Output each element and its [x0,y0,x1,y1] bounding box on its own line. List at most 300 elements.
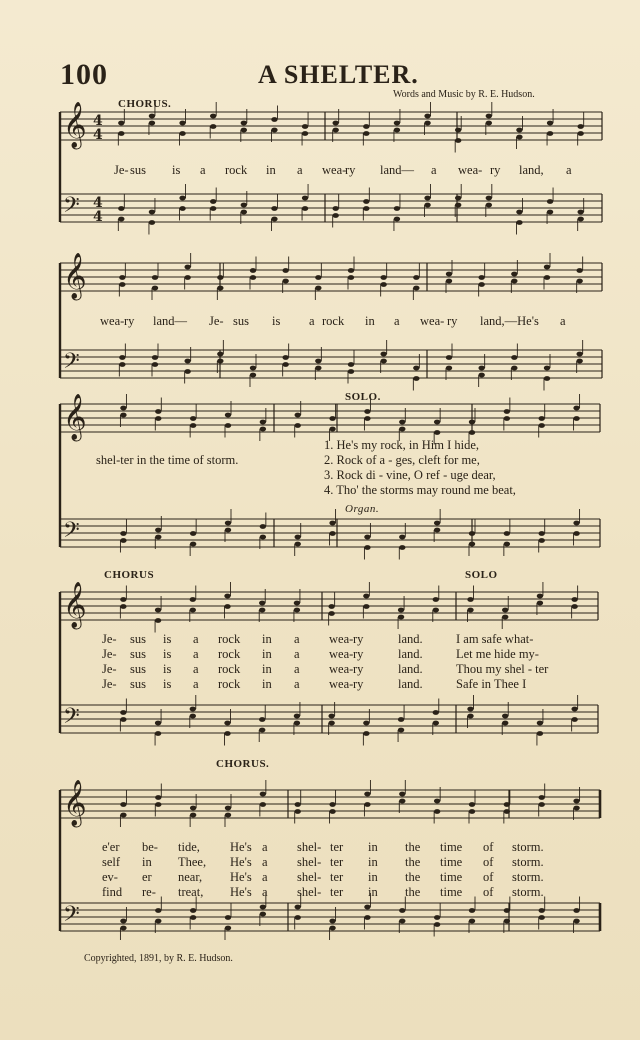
melody-note [260,802,266,807]
lyric-word: time [440,840,463,854]
melody-note [434,809,440,814]
bass-note [576,359,582,364]
bass-note [380,359,386,364]
lyric-word: tide, [178,840,200,854]
lyric-word: ry [353,647,364,661]
bass-note [478,373,484,378]
melody-note [282,279,288,284]
melody-note [573,799,579,804]
bass-note [328,714,334,719]
bass-note [302,196,308,201]
lyric-word: in [365,314,375,328]
lyric-word: a [193,662,199,676]
bass-clef-icon: 𝄢 [63,193,80,223]
melody-note [469,809,475,814]
bass-note [155,908,161,913]
melody-note [433,608,439,613]
lyric-word: rock [322,314,345,328]
bass-note [120,919,126,924]
bass-note [155,919,161,924]
lyric-word: of [483,855,494,869]
bass-note [537,731,543,736]
melody-note [511,279,517,284]
bass-note [294,714,300,719]
lyric-word: shel- [297,855,322,869]
melody-note [295,802,301,807]
melody-note [184,265,190,270]
solo-label-1: SOLO. [345,391,381,403]
bass-note [394,206,400,211]
melody-note [413,286,419,291]
bass-note [260,535,266,540]
melody-note [120,604,126,609]
bass-note [516,210,522,215]
bass-note [332,206,338,211]
melody-note [455,128,461,133]
melody-note [152,286,158,291]
lyric-word: in [368,870,378,884]
melody-note [210,114,216,119]
lyric-word: ry [345,163,356,177]
lyric-word: Thou my shel - ter [456,662,549,676]
melody-note [399,427,405,432]
melody-note [571,597,577,602]
lyric-word: near, [178,870,203,884]
melody-note [413,275,419,280]
bass-note [398,728,404,733]
lyric-word: ter [330,870,344,884]
melody-note [547,121,553,126]
bass-note [118,217,124,222]
bass-note [469,919,475,924]
lyric-word: rock [218,647,241,661]
lyric-word: sus [130,647,146,661]
melody-note [537,594,543,599]
treble-clef-icon: 𝄞 [63,394,87,440]
bass-note [577,217,583,222]
lyric-word: a [294,632,300,646]
melody-note [155,608,161,613]
bass-note [329,521,335,526]
lyric-word: time [440,855,463,869]
lyric-word: wea- [100,314,125,328]
bass-note [577,210,583,215]
bass-note [539,908,545,913]
lyric-word: e'er [102,840,120,854]
lyric-word: in [368,840,378,854]
melody-note [363,131,369,136]
author-credit: Words and Music by R. E. Hudson. [393,89,535,100]
bass-note [190,542,196,547]
melody-note [225,806,231,811]
melody-note [469,420,475,425]
melody-note [332,121,338,126]
melody-note [504,802,510,807]
melody-note [478,282,484,287]
melody-note [241,121,247,126]
bass-note [217,359,223,364]
melody-note [302,131,308,136]
time-signature-treble: 4 [93,113,103,129]
melody-note [302,124,308,129]
melody-note [250,275,256,280]
melody-note [571,604,577,609]
bass-note [120,926,126,931]
lyric-word: re- [142,885,156,899]
bass-note [259,717,265,722]
chorus-label-2: CHORUS [104,569,155,581]
lyric-word: He's [230,855,252,869]
melody-note [155,409,161,414]
lyric-word: land. [398,677,423,691]
lyric-word: the [405,870,421,884]
bass-note [259,728,265,733]
lyric-word: a [193,677,199,691]
lyric-word: ry [353,662,364,676]
lyric-word: Je- [209,314,224,328]
lyric-word: a [566,163,572,177]
bass-note [155,535,161,540]
bass-note [434,922,440,927]
bass-note [120,717,126,722]
bass-note [282,362,288,367]
lyric-word: time [440,885,463,899]
lyric-word: is [163,632,172,646]
melody-note [434,420,440,425]
bass-note [152,362,158,367]
lyric-word: storm. [512,855,544,869]
melody-note [329,809,335,814]
lyric-word: in [266,163,276,177]
bass-note [149,220,155,225]
bass-note [329,926,335,931]
lyric-word: a [297,163,303,177]
lyric-word: sus [130,632,146,646]
bass-note [271,217,277,222]
melody-note [210,124,216,129]
bass-note [152,355,158,360]
melody-note [467,608,473,613]
lyric-word: wea- [329,632,354,646]
melody-note [120,406,126,411]
melody-note [348,268,354,273]
melody-note [539,423,545,428]
lyric-word: Je- [114,163,129,177]
bass-note [573,919,579,924]
bass-note [348,362,354,367]
bass-note [179,206,185,211]
bass-note [260,524,266,529]
lyric-word: ry [447,314,458,328]
melody-note [329,427,335,432]
melody-note [434,799,440,804]
lyric-word: is [272,314,281,328]
bass-note [424,196,430,201]
melody-note [577,124,583,129]
melody-note [155,618,161,623]
melody-note [363,124,369,129]
melody-note [544,275,550,280]
melody-note [537,601,543,606]
melody-note [446,272,452,277]
solo-verse-1: 1. He's my rock, in Him I hide, [324,438,480,452]
lyric-word: ter [330,855,344,869]
lyric-word: land— [153,314,188,328]
melody-note [363,594,369,599]
lyric-word: ry [353,677,364,691]
melody-note [190,806,196,811]
melody-note [364,416,370,421]
melody-note [118,121,124,126]
melody-note [380,275,386,280]
bass-note [363,206,369,211]
melody-note [259,608,265,613]
melody-note [190,423,196,428]
lyric-word: storm. [512,870,544,884]
lyric-word: self [102,855,121,869]
melody-note [120,802,126,807]
bass-note [467,714,473,719]
bass-note [184,369,190,374]
bass-note [511,366,517,371]
bass-note [119,355,125,360]
melody-note [348,275,354,280]
lyric-word: er [142,870,152,884]
bass-note [295,905,301,910]
bass-note [149,210,155,215]
melody-note [504,809,510,814]
lyric-word: a [262,870,268,884]
bass-note [511,355,517,360]
lyric-word: rock [218,632,241,646]
melody-note [225,423,231,428]
bass-note [250,366,256,371]
melody-note [455,138,461,143]
lyric-word: Let me hide my- [456,647,539,661]
lyric-word: land,—He's [480,314,539,328]
melody-note [190,597,196,602]
bass-note [225,528,231,533]
bass-note [424,203,430,208]
melody-note [363,604,369,609]
bass-note [516,220,522,225]
melody-note [332,128,338,133]
bass-note [190,908,196,913]
lyric-word: Thee, [178,855,207,869]
bass-note [241,210,247,215]
melody-note [380,282,386,287]
hymn-title: A SHELTER. [258,60,419,89]
lyric-word: ev- [102,870,118,884]
bass-note [364,915,370,920]
melody-note [486,121,492,126]
lyric-word: land. [398,662,423,676]
melody-note [399,792,405,797]
melody-note [184,275,190,280]
bass-note [399,535,405,540]
melody-note [241,128,247,133]
bass-note [398,717,404,722]
lyric-word: ry [490,163,501,177]
bass-note [294,721,300,726]
bass-note [544,366,550,371]
melody-note [486,114,492,119]
bass-note [315,359,321,364]
lyric-word: in [368,855,378,869]
melody-note [424,121,430,126]
melody-note [329,802,335,807]
bass-note [225,915,231,920]
melody-note [399,799,405,804]
melody-note [394,128,400,133]
bass-note [486,196,492,201]
melody-note [259,601,265,606]
bass-note [446,366,452,371]
lyric-word: land— [380,163,415,177]
melody-note [576,268,582,273]
bass-note [504,908,510,913]
lyric-word: is [172,163,181,177]
bass-note [467,707,473,712]
lyric-word: wea- [458,163,483,177]
melody-note [576,279,582,284]
lyric-word: He's [230,870,252,884]
bass-clef-icon: 𝄢 [63,704,80,734]
melody-note [260,420,266,425]
melody-note [547,131,553,136]
melody-note [179,121,185,126]
melody-note [433,597,439,602]
bass-note [544,376,550,381]
melody-note [224,594,230,599]
bass-note [332,213,338,218]
melody-note [120,597,126,602]
bass-note [190,707,196,712]
melody-note [573,406,579,411]
bass-clef-icon: 𝄢 [63,518,80,548]
lyric-word: a [200,163,206,177]
lyric-word: storm. [512,840,544,854]
bass-note [399,919,405,924]
melody-note [504,409,510,414]
bass-note [224,721,230,726]
lyric-word: land, [519,163,544,177]
lyric-word: in [262,647,272,661]
lyric-word: a [309,314,315,328]
bass-note [179,196,185,201]
time-signature-bass: 4 [93,195,103,211]
melody-note [155,416,161,421]
bass-note [302,206,308,211]
treble-clef-icon: 𝄞 [63,582,87,628]
bass-note [260,905,266,910]
lyric-word: is [163,647,172,661]
bass-note [184,359,190,364]
bass-note [295,542,301,547]
bass-note [399,545,405,550]
bass-note [119,362,125,367]
bass-note [547,210,553,215]
melody-note [120,413,126,418]
melody-note [394,121,400,126]
bass-note [120,538,126,543]
melody-note [434,430,440,435]
lyric-word: Je- [102,647,117,661]
lyric-word: a [294,662,300,676]
bass-note [399,908,405,913]
lyric-word: a [193,632,199,646]
lyric-word: wea- [329,647,354,661]
lyric-word: a [193,647,199,661]
bass-note [363,199,369,204]
bass-note [547,199,553,204]
melody-note [190,416,196,421]
lyric-word: Je- [102,677,117,691]
melody-note [260,792,266,797]
bass-note [571,707,577,712]
bass-note [225,521,231,526]
bass-note [328,721,334,726]
lyric-word: He's [230,840,252,854]
bass-note [502,721,508,726]
page-number: 100 [60,58,108,91]
bass-note [504,919,510,924]
lyric-word: Safe in Thee I [456,677,527,691]
melody-note [424,114,430,119]
melody-note [295,423,301,428]
melody-note [511,272,517,277]
bass-note [539,538,545,543]
melody-note [295,413,301,418]
lyric-word: shel- [297,840,322,854]
chorus-label-1: CHORUS. [118,98,172,110]
lyric-word: the [405,855,421,869]
bass-note [537,721,543,726]
bass-note [315,366,321,371]
lyric-word: rock [218,677,241,691]
melody-note [225,813,231,818]
bass-note [469,531,475,536]
melody-note [516,135,522,140]
bass-note [504,542,510,547]
lyric-word: the [405,885,421,899]
melody-note [295,809,301,814]
melody-note [315,286,321,291]
bass-note [329,531,335,536]
bass-note [155,731,161,736]
bass-note [190,714,196,719]
lyric-word: wea- [329,662,354,676]
melody-note [250,268,256,273]
lyric-word: is [163,662,172,676]
lyric-word: a [294,677,300,691]
bass-note [190,915,196,920]
bass-note [469,542,475,547]
melody-note [573,416,579,421]
bass-note [455,203,461,208]
treble-clef-icon: 𝄞 [63,102,87,148]
bass-note [118,206,124,211]
bass-note [434,528,440,533]
bass-note [539,915,545,920]
bass-note [364,905,370,910]
melody-note [399,420,405,425]
lyric-word: a [560,314,566,328]
bass-note [282,355,288,360]
lyric-word: I am safe what- [456,632,534,646]
melody-note [446,279,452,284]
melody-note [149,121,155,126]
